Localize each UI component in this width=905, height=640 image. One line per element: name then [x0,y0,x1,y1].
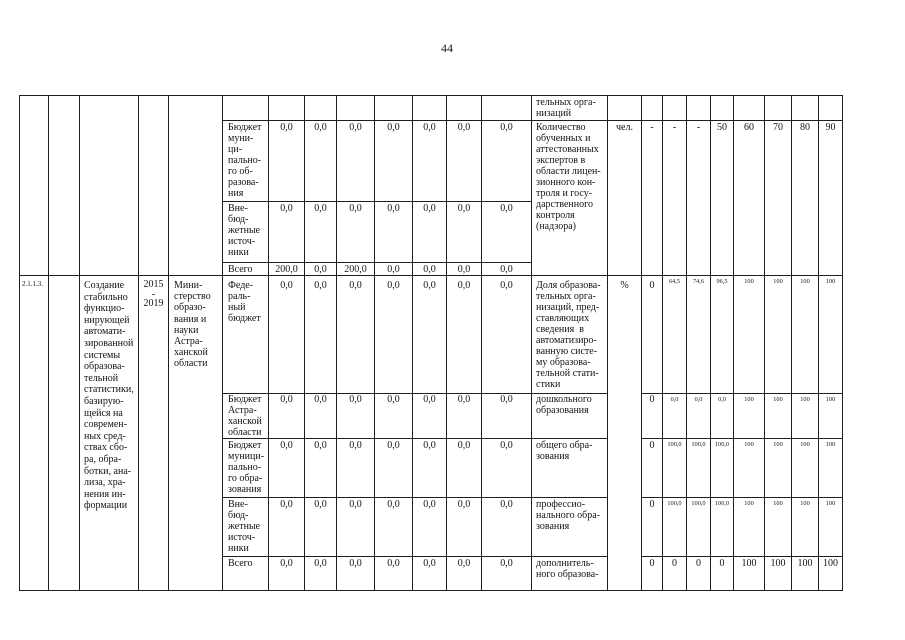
target-value-cell: 96,5 [711,276,734,394]
funding-value-cell: 0,0 [482,498,532,557]
page-number: 44 [441,41,453,55]
funding-value-cell: 0,0 [447,498,482,557]
target-value-cell: 80 [792,121,819,276]
target-value-cell: 100 [734,439,765,498]
funding-value-cell: 0,0 [269,439,305,498]
item-number: 2.1.1.3. [20,276,49,591]
target-value-cell: 74,6 [687,276,711,394]
funding-value-cell: 0,0 [305,394,337,439]
indicator-cell: общего обра- зования [532,439,608,498]
funding-value-cell: 0,0 [269,202,305,263]
funding-source-cell [223,96,269,121]
period-cell: 2015 - 2019 [139,276,169,591]
target-value-cell [792,96,819,121]
target-value-cell: 64,5 [663,276,687,394]
funding-value-cell: 0,0 [482,439,532,498]
table-row [20,276,843,394]
blank-cell [49,276,80,591]
funding-value-cell: 0,0 [337,439,375,498]
target-value-cell: 100 [765,498,792,557]
funding-value-cell: 0,0 [337,394,375,439]
funding-value-cell: 0,0 [337,498,375,557]
target-value-cell: 100 [765,394,792,439]
funding-value-cell: 0,0 [305,439,337,498]
funding-value-cell: 0,0 [269,394,305,439]
funding-value-cell: 0,0 [482,263,532,276]
funding-value-cell: 0,0 [305,557,337,591]
target-value-cell: 100,0 [711,439,734,498]
funding-value-cell: 0,0 [305,263,337,276]
target-value-cell [734,96,765,121]
funding-value-cell [375,96,413,121]
number-cell [20,96,49,276]
indicator-cell: профессио- нального обра- зования [532,498,608,557]
target-value-cell: 100 [792,439,819,498]
executor-cell [169,96,223,276]
funding-source-cell: Всего [223,263,269,276]
unit-cell: чел. [608,121,642,276]
target-value-cell: 100 [792,557,819,591]
funding-value-cell: 0,0 [269,557,305,591]
funding-value-cell: 0,0 [305,498,337,557]
target-value-cell: 0,0 [663,394,687,439]
funding-value-cell [413,96,447,121]
measure-name-cell [80,96,139,276]
funding-value-cell: 0,0 [269,498,305,557]
funding-value-cell [482,96,532,121]
funding-value-cell: 0,0 [447,439,482,498]
target-value-cell: 0 [642,439,663,498]
unit-cell: % [608,276,642,591]
funding-value-cell: 0,0 [375,394,413,439]
target-value-cell: 100 [792,276,819,394]
indicator-cell: тельных орга- низаций [532,96,608,121]
funding-value-cell: 0,0 [447,276,482,394]
funding-value-cell: 0,0 [447,394,482,439]
funding-value-cell: 0,0 [375,498,413,557]
funding-value-cell: 0,0 [269,121,305,202]
target-value-cell: 50 [711,121,734,276]
funding-source-cell: Бюджет муни- ци- пально- го об- разова- ния [223,121,269,202]
funding-value-cell: 0,0 [305,276,337,394]
funding-value-cell: 0,0 [447,557,482,591]
funding-value-cell: 0,0 [413,394,447,439]
target-value-cell: 100 [734,394,765,439]
period-cell [139,96,169,276]
target-value-cell: 100 [819,439,843,498]
target-value-cell: 100,0 [663,439,687,498]
executor-cell: Мини- стерство образо- вания и науки Астра- ханской области [169,276,223,591]
target-value-cell [765,96,792,121]
target-value-cell: 100,0 [711,498,734,557]
unit-cell [608,96,642,121]
funding-value-cell: 200,0 [337,263,375,276]
funding-value-cell: 0,0 [413,202,447,263]
target-value-cell: 100 [765,557,792,591]
target-value-cell: - [642,121,663,276]
measure-name: Создание стабильно функцио- нирующей автомати- зированной системы образова- тельной статистики, базирую- щейся на современ- ных сред- ствах сбо- ра, обра- ботки, ана- лиза, хра- нения ин- формации [80,276,139,591]
program-table [19,95,843,591]
target-value-cell: 0 [642,276,663,394]
target-value-cell: 100 [819,498,843,557]
funding-source-cell: Вне- бюд- жетные источ- ники [223,202,269,263]
funding-value-cell [269,96,305,121]
funding-value-cell: 0,0 [413,276,447,394]
funding-value-cell: 0,0 [413,498,447,557]
target-value-cell: 0 [642,394,663,439]
target-value-cell: 100 [792,498,819,557]
target-value-cell: 100,0 [687,498,711,557]
target-value-cell [642,96,663,121]
funding-source-cell: Бюджет Астра- ханской области [223,394,269,439]
target-value-cell: - [687,121,711,276]
target-value-cell: 60 [734,121,765,276]
target-value-cell: 0,0 [711,394,734,439]
funding-value-cell: 0,0 [413,121,447,202]
funding-value-cell: 0,0 [413,439,447,498]
target-value-cell: 0 [687,557,711,591]
indicator-cell: Доля образова- тельных орга- низаций, пред- ставляющих сведения в автоматизиро- ванную систе- му образова- тельной стати- стики [532,276,608,394]
target-value-cell: 90 [819,121,843,276]
funding-value-cell: 0,0 [447,202,482,263]
target-value-cell: 100 [765,439,792,498]
funding-value-cell: 0,0 [482,394,532,439]
table-row [20,96,843,121]
funding-value-cell [447,96,482,121]
target-value-cell: 100,0 [663,498,687,557]
funding-source-cell: Вне- бюд- жетные источ- ники [223,498,269,557]
target-value-cell: 0 [711,557,734,591]
target-value-cell: 100 [819,276,843,394]
funding-value-cell: 0,0 [337,557,375,591]
target-value-cell: 0 [642,557,663,591]
funding-value-cell: 0,0 [375,121,413,202]
target-value-cell [687,96,711,121]
funding-value-cell [337,96,375,121]
funding-value-cell: 0,0 [413,263,447,276]
funding-source-cell: Феде- раль- ный бюджет [223,276,269,394]
funding-value-cell: 0,0 [482,557,532,591]
funding-value-cell [305,96,337,121]
funding-value-cell: 200,0 [269,263,305,276]
funding-value-cell: 0,0 [375,557,413,591]
blank-cell [49,96,80,276]
funding-value-cell: 0,0 [447,121,482,202]
funding-value-cell: 0,0 [337,276,375,394]
target-value-cell: 100 [734,276,765,394]
funding-source-cell: Всего [223,557,269,591]
target-value-cell: 0 [642,498,663,557]
indicator-cell: дополнитель- ного образова- [532,557,608,591]
funding-value-cell: 0,0 [375,263,413,276]
indicator-cell: Количество обученных и аттестованных экспертов в области лицен- зионного кон- троля и госу- дарственного контроля (надзора) [532,121,608,276]
target-value-cell: - [663,121,687,276]
target-value-cell: 100 [734,498,765,557]
target-value-cell: 0,0 [687,394,711,439]
funding-value-cell: 0,0 [375,202,413,263]
target-value-cell: 100 [792,394,819,439]
funding-value-cell: 0,0 [375,439,413,498]
funding-value-cell: 0,0 [413,557,447,591]
funding-value-cell: 0,0 [305,121,337,202]
target-value-cell [819,96,843,121]
target-value-cell: 100 [819,557,843,591]
target-value-cell: 0 [663,557,687,591]
funding-value-cell: 0,0 [482,121,532,202]
target-value-cell: 100 [819,394,843,439]
funding-value-cell: 0,0 [482,276,532,394]
funding-value-cell: 0,0 [482,202,532,263]
funding-source-cell: Бюджет муници- пально- го обра- зования [223,439,269,498]
funding-value-cell: 0,0 [337,121,375,202]
funding-value-cell: 0,0 [337,202,375,263]
target-value-cell: 100 [734,557,765,591]
target-value-cell: 100,0 [687,439,711,498]
target-value-cell: 70 [765,121,792,276]
funding-value-cell: 0,0 [269,276,305,394]
funding-value-cell: 0,0 [447,263,482,276]
indicator-cell: дошкольного образования [532,394,608,439]
funding-value-cell: 0,0 [305,202,337,263]
target-value-cell: 100 [765,276,792,394]
target-value-cell [711,96,734,121]
funding-value-cell: 0,0 [375,276,413,394]
target-value-cell [663,96,687,121]
